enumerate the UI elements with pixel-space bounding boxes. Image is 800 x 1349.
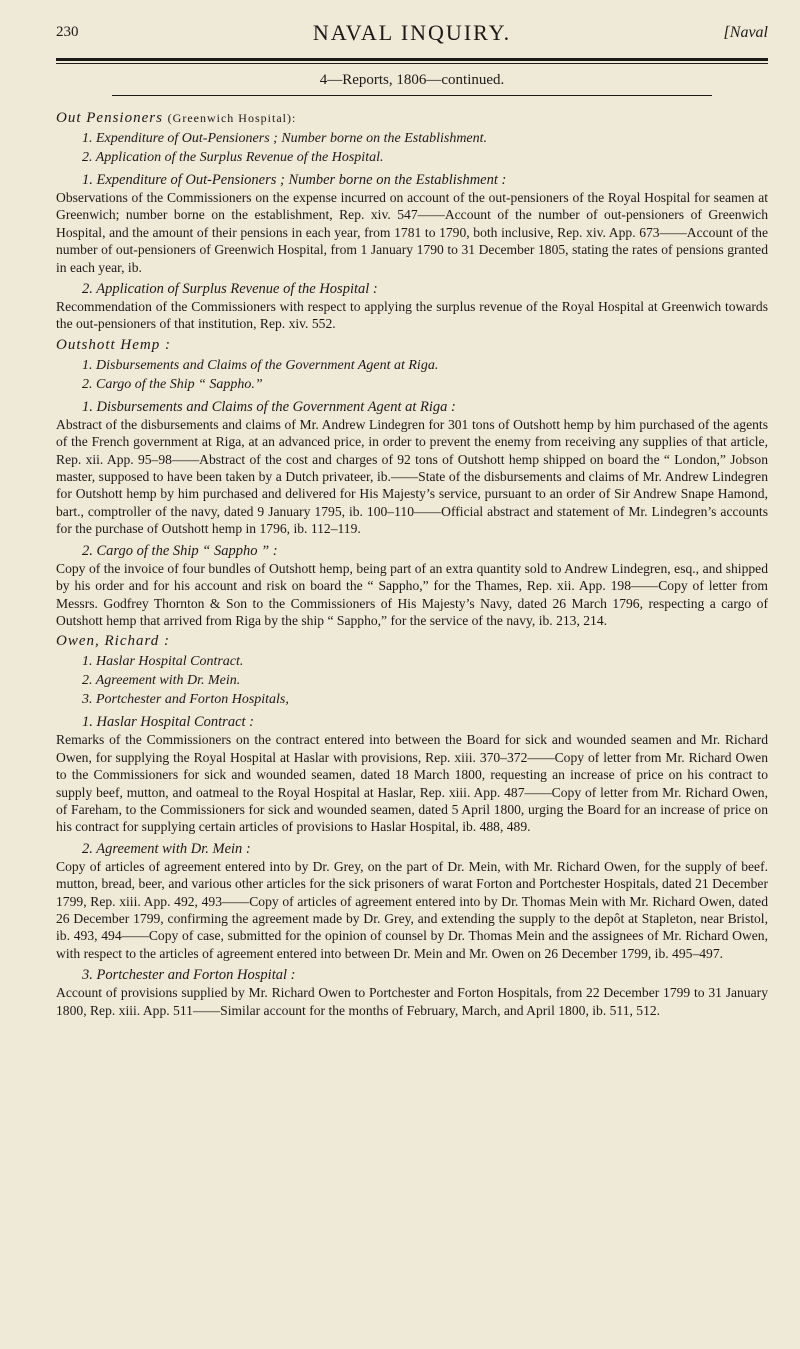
- subheading-rule: [112, 95, 712, 96]
- entry-toc: [82, 652, 768, 709]
- toc-item: 1. Expenditure of Out-Pensioners ; Number borne on the Establishment.: [82, 131, 488, 146]
- entry-toc: [82, 356, 768, 394]
- section-title: 1. Disbursements and Claims of the Government Agent at Riga :: [82, 398, 456, 415]
- section-title: 2. Agreement with Dr. Mein :: [82, 840, 251, 857]
- category-label: [Naval: [723, 24, 768, 41]
- section-text: Copy of the invoice of four bundles of Outshott hemp, being part of an extra quantity sold to Andrew Lindegren, esq., and shipped by his order and for his account and risk on board the “ Sappho,” for the Thames, Rep. xii. App. 198——Copy of letter from Messrs. Godfrey Thornton & Son to the Commissioners of His Majesty’s Navy, dated 26 March 1796, respecting a cargo of Outshott hemp that arrived from Riga by the ship “ Sappho,” for the service of the navy, ib. 213, 214.: [56, 560, 768, 628]
- toc-item: 2. Cargo of the Ship “ Sappho.”: [82, 376, 263, 392]
- entry-heading: Outshott Hemp :: [56, 336, 171, 353]
- section-text: Observations of the Commissioners on the expense incurred on account of the out-pensioners of the Royal Hospital for seamen at Greenwich; number borne on the establishment, Rep. xiv. 547——Account of the number of out-pensioners of Greenwich Hospital, and the amount of their pensions in each year, from 1781 to 1790, both inclusive, Rep. xiv. App. 673——Account of the number of out-pensioners of Greenwich Hospital, from 1 January 1790 to 31 December 1805, stating the rates of pensions granted in each year, ib.: [56, 190, 768, 275]
- section-title: 2. Application of Surplus Revenue of the Hospital :: [82, 281, 378, 298]
- entry-heading: Owen, Richard :: [56, 633, 171, 650]
- entry-heading: Out Pensioners: [56, 110, 163, 126]
- index-entry: [56, 337, 768, 629]
- section-text: Account of provisions supplied by Mr. Richard Owen to Portchester and Forton Hospitals, from 22 December 1799 to 31 January 1800, Rep. xiii. App. 511——Similar account for the months of February, March, and April 1800, ib. 511, 512.: [56, 985, 768, 1018]
- toc-item: 1. Disbursements and Claims of the Government Agent at Riga.: [82, 357, 439, 373]
- index-entry: [56, 633, 768, 1019]
- header-rule-thin: [56, 63, 768, 64]
- section-title: 3. Portchester and Forton Hospital :: [82, 967, 296, 984]
- page-header: [56, 18, 768, 58]
- entry-toc: [82, 129, 768, 167]
- section-text: Copy of articles of agreement entered into by Dr. Grey, on the part of Dr. Mein, with Mr. Richard Owen, for the supply of beef. mutton, bread, beer, and various other articles for the sick prisoners of warat Forton and Portchester Hospitals, dated 21 December 1799, Rep. xiii. App. 492, 493——Copy of articles of agreement entered into by Dr. Thomas Mein with Mr. Richard Owen, dated 26 December 1799, confirming the agreement made by Dr. Grey, and extending the supply to the depôt at Stapleton, near Bristol, ib. 493, 494——Copy of case, submitted for the opinion of counsel by Dr. Thomas Mein and the assignees of Mr. Richard Owen, with respect to the articles of agreement entered into between Dr. Mein and Mr. Owen on 26 December 1799, ib. 495–497.: [56, 858, 768, 961]
- entry-qualifier: (Greenwich Hospital):: [167, 111, 297, 125]
- section-text: Recommendation of the Commissioners with respect to applying the surplus revenue of the Royal Hospital at Greenwich towards the out-pensioners of that institution, Rep. xiv. 552.: [56, 299, 768, 332]
- section-text: Abstract of the disbursements and claims of Mr. Andrew Lindegren for 301 tons of Outshott hemp by him purchased of the agents of the French government at Riga, at an advanced price, in order to prevent the enemy from receiving any supplies of that article, Rep. xii. App. 95–98——Abstract of the cost and charges of 92 tons of Outshott hemp shipped on board the “ London,” Jobson master, supposed to have been taken by a Dutch privateer, ib.——State of the disbursements and claims of Mr. Andrew Lindegren for Outshott hemp by him purchased and delivered for His Majesty’s service, pursuant to an order of Sir Andrew Snape Hamond, bart., comptroller of the navy, dated 9 January 1795, ib. 100–110——Official abstract and statement of Mr. Lindegren’s accounts for the purchase of Outshott hemp in 1796, ib. 112–119.: [56, 416, 768, 537]
- header-rule: [56, 58, 768, 61]
- toc-item: 1. Haslar Hospital Contract.: [82, 654, 244, 670]
- section-title: 1. Haslar Hospital Contract :: [82, 714, 254, 731]
- running-title: NAVAL INQUIRY.: [312, 20, 512, 45]
- section-title: 1. Expenditure of Out-Pensioners ; Number borne on the Establishment :: [82, 172, 507, 188]
- document-page: [56, 18, 768, 1019]
- page-number: 230: [56, 24, 79, 40]
- index-entry: [56, 110, 768, 333]
- section-subheading: 4—Reports, 1806—continued.: [319, 72, 505, 88]
- toc-item: 2. Agreement with Dr. Mein.: [82, 673, 241, 689]
- section-text: Remarks of the Commissioners on the contract entered into between the Board for sick and wounded seamen and Mr. Richard Owen, for supplying the Royal Hospital at Haslar with provisions, Rep. xiii. 370–372——Copy of letter from Mr. Richard Owen to the Commissioners for sick and wounded seamen, dated 18 March 1800, requesting an increase of price on his contract to supply beef, mutton, and oatmeal to the Royal Hospital at Haslar, Rep. xiii. App. 487——Copy of letter from Mr. Richard Owen, of Fareham, to the Commissioners for sick and wounded seamen, dated 5 April 1800, urging the Board for an increase of price on his contract for supplying certain articles of provisions to Haslar Hospital, ib. 488, 489.: [56, 732, 768, 835]
- toc-item: 2. Application of the Surplus Revenue of the Hospital.: [82, 150, 384, 165]
- toc-item: 3. Portchester and Forton Hospitals,: [82, 692, 289, 708]
- section-title: 2. Cargo of the Ship “ Sappho ” :: [82, 542, 278, 559]
